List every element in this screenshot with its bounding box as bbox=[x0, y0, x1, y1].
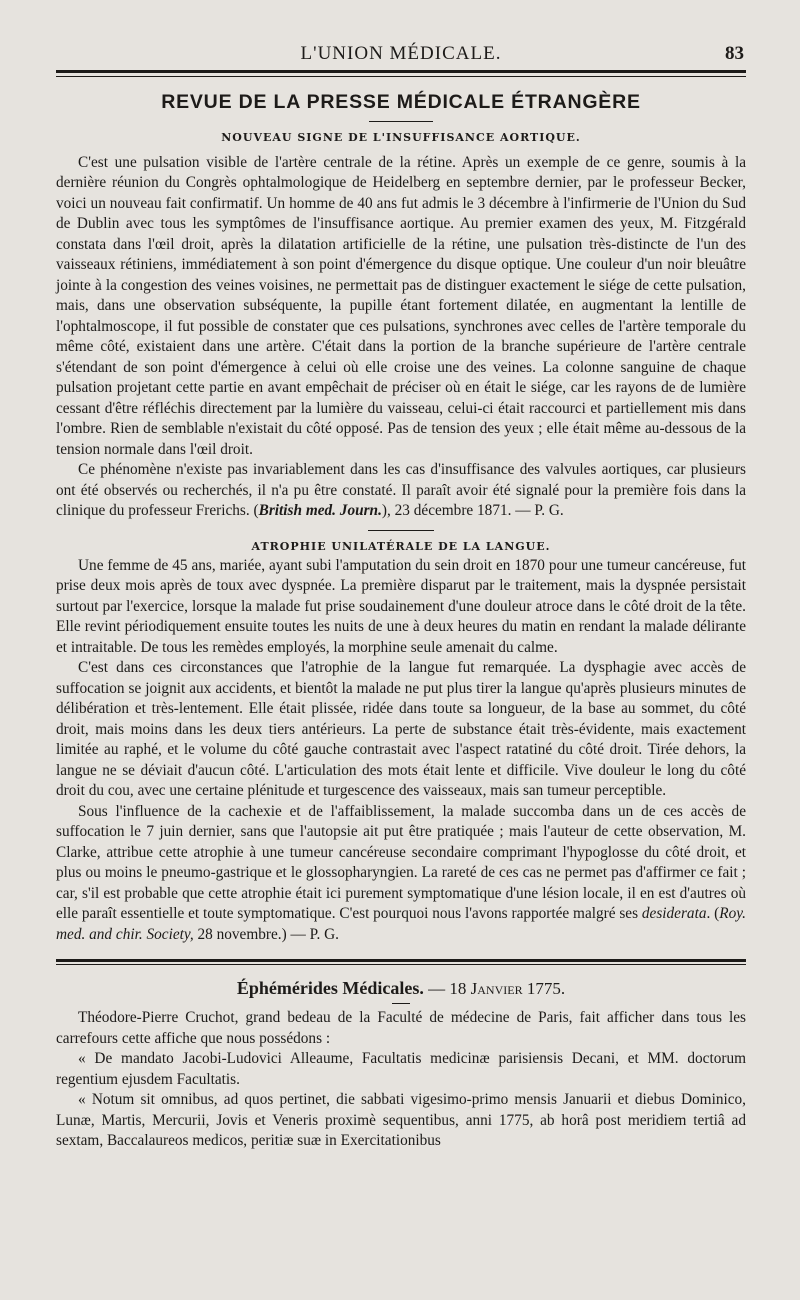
section-title: REVUE DE LA PRESSE MÉDICALE ÉTRANGÈRE bbox=[161, 91, 641, 113]
running-header bbox=[56, 38, 746, 70]
article-tongue-paragraph-3 bbox=[56, 802, 746, 946]
article-tongue-source: Roy. med. and chir. Society, bbox=[56, 905, 746, 943]
ephemerides-title: Éphémérides Médicales. bbox=[236, 978, 424, 998]
ephemerides-paragraph-3: « Notum sit omnibus, ad quos pertinet, die sabbati vigesimo-primo mensis Januarii et diebus Dominico, Lunæ, Martis, Mercurii, Jovis et Veneris proximè sequentibus, anni 1775, ab horâ post meridiem tertiâ ad sextam, Baccalaureos medicos, peritiæ suæ in Exercitationibus bbox=[56, 1091, 746, 1149]
article-tongue-p3-text: Sous l'influence de la cachexie et de l'affaiblissement, la malade succomba dans un de ces accès de suffocation le 7 juin dernier, sans que l'autopsie ait put être pratiquée ; mais l'auteur de cette observation, M. Clarke, attribue cette atrophie à une tumeur cancéreuse secondaire comprimant l'hypoglosse du côté droit, et plus ou moins le pneumo-gastrique et le glossopharyngien. La rareté de ces cas ne permet pas d'affirmer ce fait ; car, s'il est probable que cette atrophie était ici purement symptomatique d'une lésion locale, il en est d'autres où elle paraît essentielle et toute symptomatique. C'est pourquoi nous l'avons rapportée malgré ses bbox=[56, 802, 746, 922]
article-separator-rule bbox=[368, 530, 434, 531]
ephemerides-rule bbox=[392, 1003, 410, 1004]
header-rule-thick bbox=[56, 70, 746, 73]
ephemerides-heading bbox=[56, 979, 746, 997]
article-tongue-desiderata: desiderata bbox=[641, 905, 707, 922]
ephemerides-rule-thin bbox=[56, 964, 746, 965]
section-title-rule bbox=[369, 121, 433, 122]
article-aortic-p2-end: ), 23 décembre 1871. — P. G. bbox=[381, 502, 564, 519]
article-tongue-paragraph-2: C'est dans ces circonstances que l'atrophie de la langue fut remarquée. La dysphagie avec accès de suffocation se joignit aux accidents, et bientôt la malade ne put plus tirer la langue qu'après plusieurs minutes de délibération et très-lentement. Elle était plissée, ridée dans toute sa longueur, de la base au sommet, du côté droit, mais moins dans les deux tiers antérieurs. La perte de substance était très-évidente, mais exactement limitée au raphé, et le volume du côté gauche contrastait avec l'aspect ratatiné du côté droit. Tirée dehors, la langue ne se déviait d'aucun côté. L'articulation des mots était lente et difficile. Vive douleur le long du côté droit du cou, avec une certaine plénitude et turgescence des vaisseaux, mais san tumeur perceptible. bbox=[56, 659, 746, 799]
running-title: L'UNION MÉDICALE. bbox=[300, 43, 502, 64]
article-aortic-paragraph-1: C'est une pulsation visible de l'artère centrale de la rétine. Après un exemple de ce genre, soumis à la dernière réunion du Congrès ophtalmologique de Heidelberg en septembre dernier, par le professeur Becker, voici un nouveau fait confirmatif. Un homme de 40 ans fut admis le 3 décembre à l'infirmerie de l'Union du Sud de Dublin avec tous les symptômes de l'insuffisance aortique. Au premier examen des yeux, M. Fitzgérald constata dans l'œil droit, après la dilatation artificielle de la rétine, une pulsation très-distincte de l'un des vaisseaux rétiniens, immédiatement à son point d'émergence du disque optique. Une couleur d'un noir bleuâtre jointe à la congestion des veines voisines, ne permettait pas de distinguer exactement le siége de cette pulsation, mais, dans une observation subséquente, la pupille étant fortement dilatée, en augmentant la lentille de l'ophtalmoscope, il fut possible de constater que ces pulsations, synchrones avec celles de l'artère temporale du même côté, existaient dans une artère. C'était dans la portion de la branche supérieure de l'artère centrale s'étendant de son point d'émergence à celui où elle croise une des veines. La colonne sanguine de chaque pulsation projetant cette partie en avant empêchait de préciser où en était le siége, car les rayons de de lumière cessant d'être réfléchis directement par la lumière du vaisseau, celui-ci était raccourci et partiellement mis dans l'ombre. Rien de semblable n'existait du côté opposé. Pas de tension des yeux ; elle était même au-dessous de la tension normale dans l'œil droit. bbox=[56, 153, 746, 458]
article-aortic-p2-text: Ce phénomène n'existe pas invariablement dans les cas d'insuffisance des valvules aortiques, car plusieurs ont été observés ou recherchés, il n'a pu être constaté. Il paraît avoir été signalé pour la première fois dans la clinique du professeur Frerichs. ( bbox=[56, 461, 746, 519]
ephemerides-double-rule bbox=[56, 959, 746, 965]
ephemerides-rule-thick bbox=[56, 959, 746, 962]
header-rule-thin bbox=[56, 76, 746, 77]
article-aortic-source: British med. Journ. bbox=[258, 502, 382, 519]
article-title-aortic: NOUVEAU SIGNE DE L'INSUFFISANCE AORTIQUE. bbox=[221, 130, 581, 144]
page-number: 83 bbox=[725, 43, 744, 64]
ephemerides-paragraph-1: Théodore-Pierre Cruchot, grand bedeau de la Faculté de médecine de Paris, fait afficher dans tous les carrefours cette affiche que nous possédons : bbox=[56, 1009, 746, 1047]
article-title-tongue: ATROPHIE UNILATÉRALE DE LA LANGUE. bbox=[251, 539, 551, 553]
ephemerides-date: — 18 Janvier 1775. bbox=[428, 979, 566, 998]
article-tongue-paragraph-1: Une femme de 45 ans, mariée, ayant subi l'amputation du sein droit en 1870 pour une tumeur cancéreuse, fut prise deux mois après de toux avec dyspnée. La première disparut par le traitement, mais la dyspnée persistait surtout par l'exercice, lorsque la malade fut prise soudainement d'une douleur atroce dans le côté droit de la tête. Elle revint périodiquement ensuite toutes les nuits de une à deux heures du matin en rendant la malade délirante et intraitable. De tous les remèdes employés, la morphine seule amenait du calme. bbox=[56, 556, 746, 656]
journal-page bbox=[56, 38, 746, 1152]
article-tongue-p3-mid: . ( bbox=[706, 905, 720, 922]
article-aortic-paragraph-2 bbox=[56, 460, 746, 522]
ephemerides-paragraph-2: « De mandato Jacobi-Ludovici Alleaume, Facultatis medicinæ parisiensis Decani, et MM. doctorum regentium ejusdem Facultatis. bbox=[56, 1050, 746, 1088]
article-tongue-p3-end: 28 novembre.) — P. G. bbox=[193, 925, 339, 943]
